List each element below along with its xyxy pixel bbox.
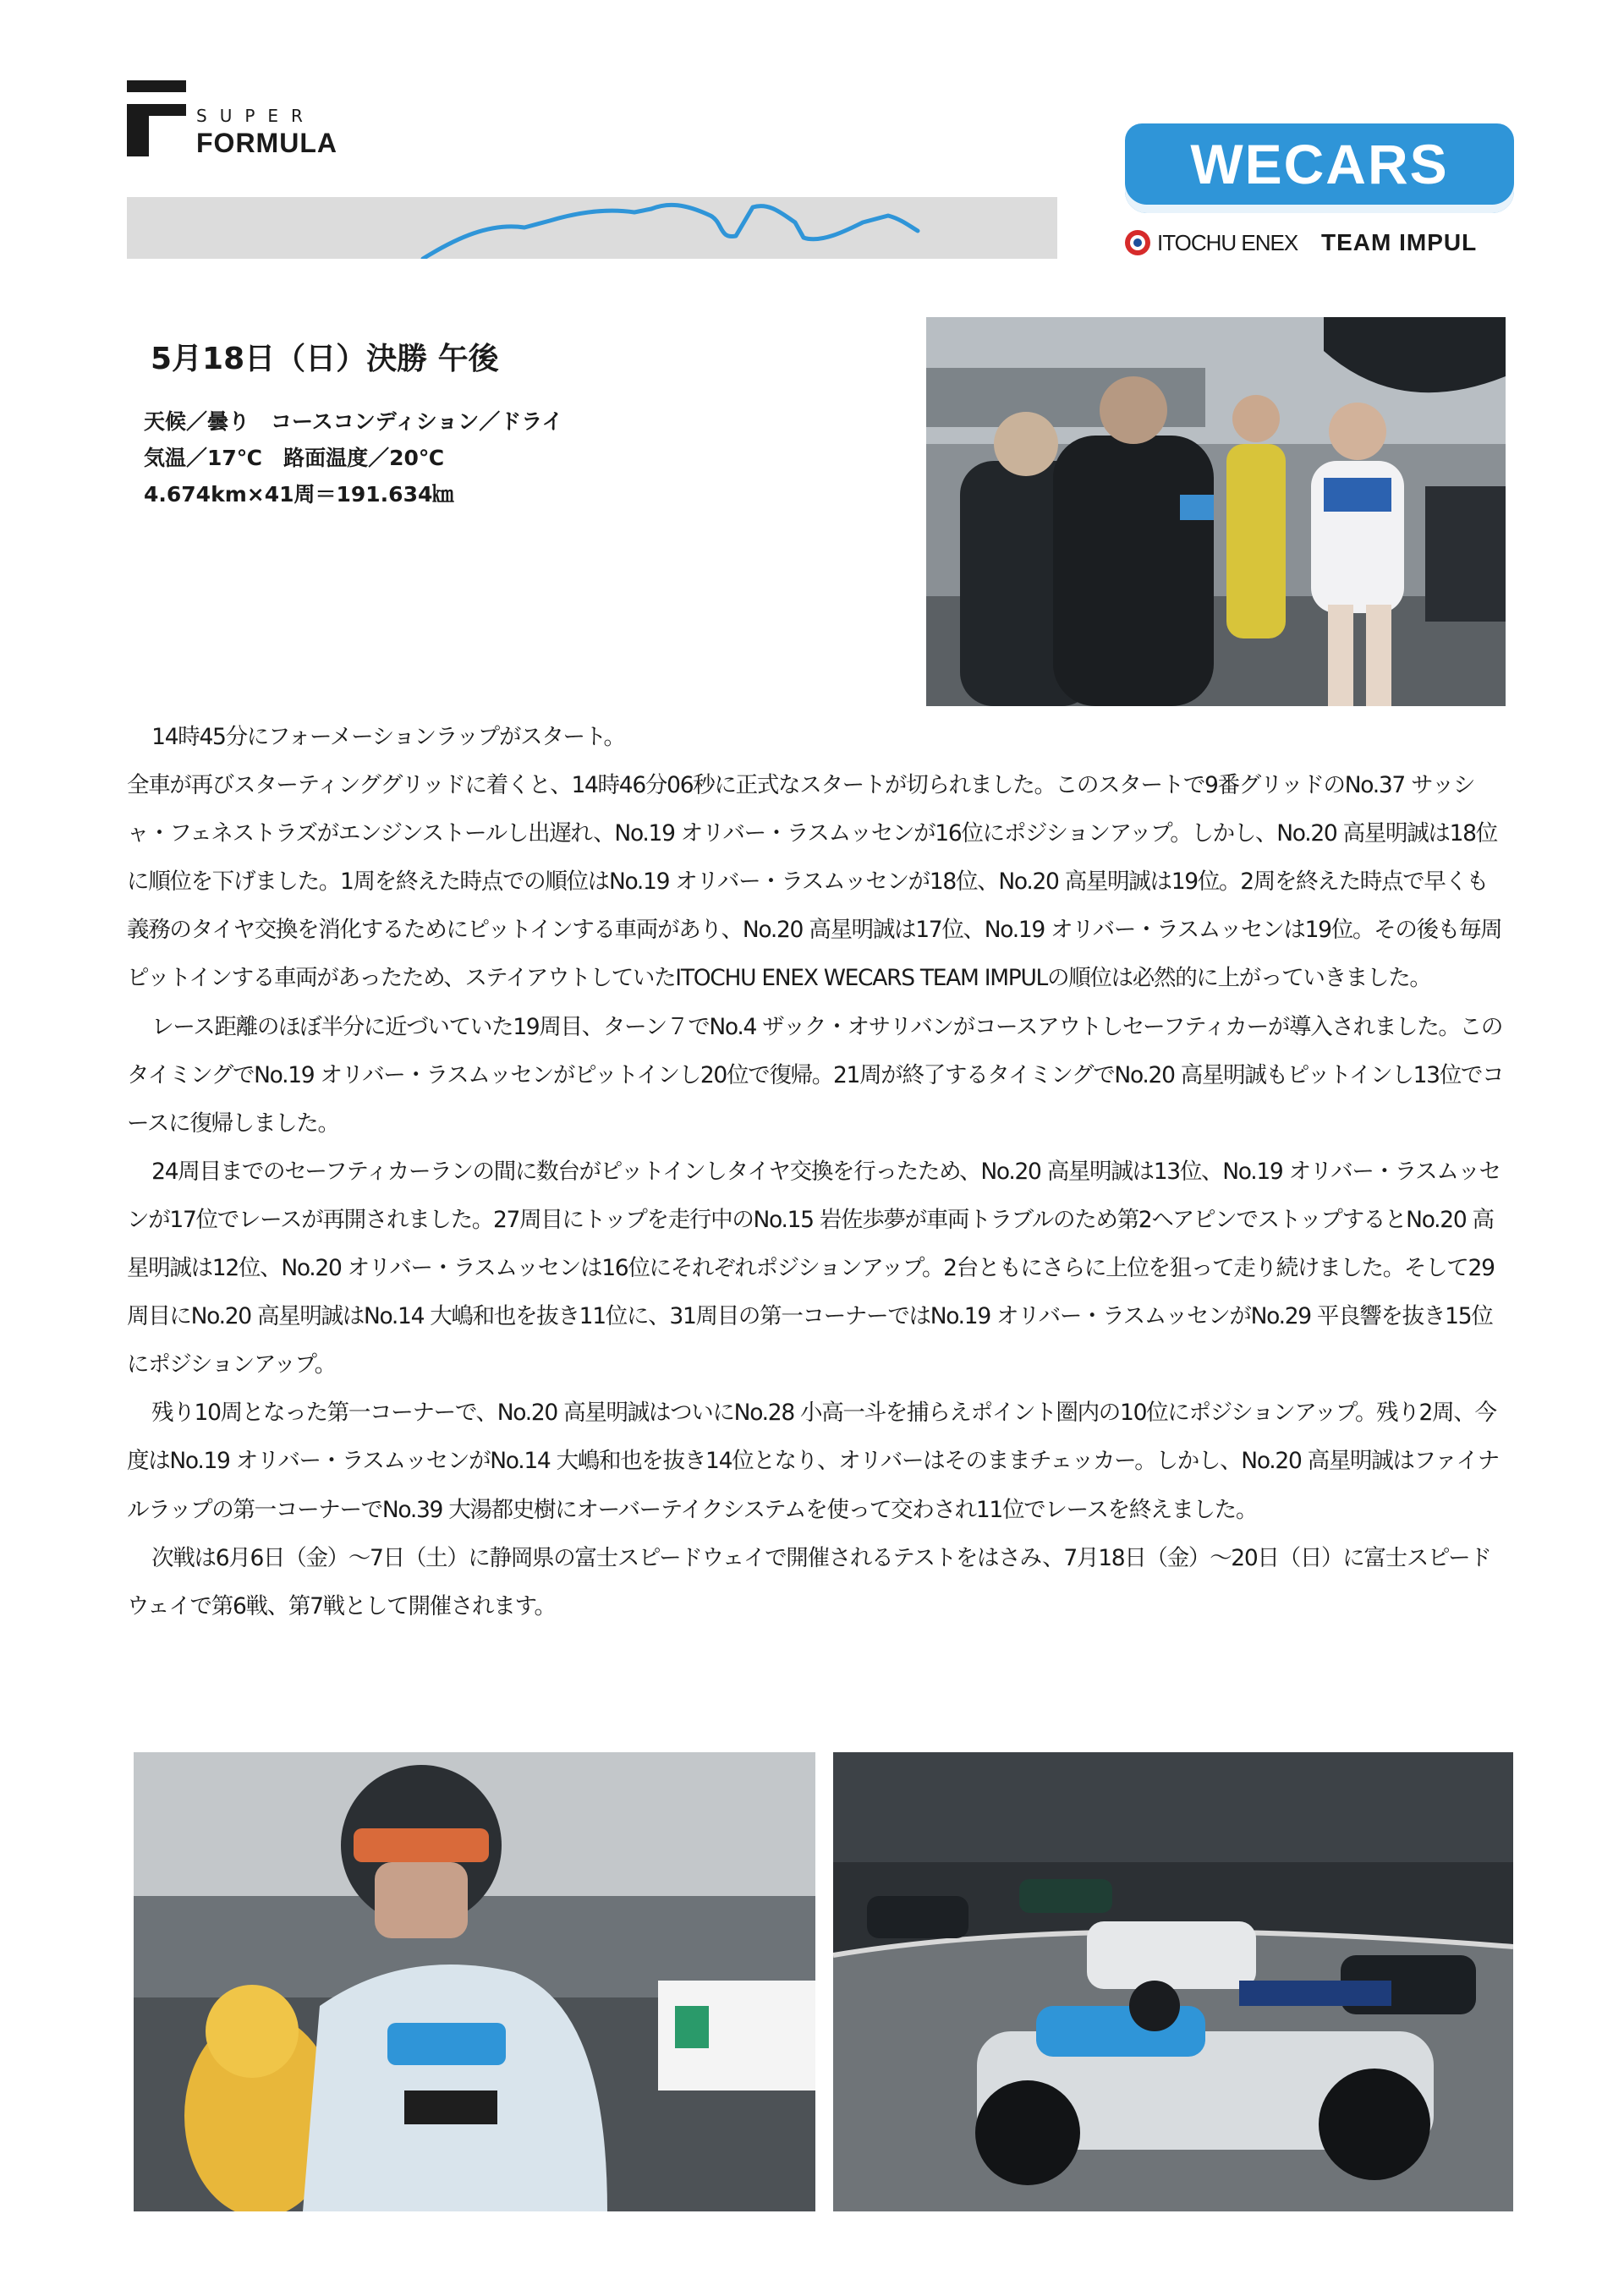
grid-scene-photo <box>926 317 1506 706</box>
race-condition-distance: 4.674km×41周＝191.634㎞ <box>144 482 454 507</box>
report-paragraph: 次戦は6月6日（金）〜7日（土）に静岡県の富士スピードウェイで開催されるテストをはさみ、7月18日（金）〜20日（日）に富士スピードウェイで第6戦、第7戦として開催されます。 <box>127 1544 1491 1619</box>
team-name: TEAM IMPUL <box>1321 229 1478 255</box>
race-report <box>127 713 1506 1630</box>
race-condition-weather: 天候／曇り コースコンディション／ドライ <box>144 409 563 434</box>
report-paragraph: 残り10周となった第一コーナーで、No.20 高星明誠はついにNo.28 小高一斗を捕らえポイント圏内の10位にポジションアップ。残り2周、今度はNo.19 オリバー・ラスムッセンがNo.14 大嶋和也を抜き14位となり、オリバーはそのままチェッカー。しかし、No.20 高星明誠はファイナルラップの第一コーナーでNo.39 大湯都史樹にオーバーテイクシステムを使って交わされ11位でレースを終えました。 <box>127 1400 1499 1523</box>
report-paragraph: 24周目までのセーフティカーランの間に数台がピットインしタイヤ交換を行ったため、No.20 高星明誠は13位、No.19 オリバー・ラスムッセンが17位でレースが再開されました。27周目にトップを走行中のNo.15 岩佐歩夢が車両トラブルのため第2ヘアピンでストップするとNo.20 高星明誠は12位、No.20 オリバー・ラスムッセンは16位にそれぞれポジションアップ。2台ともにさらに上位を狙って走り続けました。そして29周目にNo.20 高星明誠はNo.14 大嶋和也を抜き11位に、31周目の第一コーナーではNo.19 オリバー・ラスムッセンがNo.29 平良響を抜き15位にポジションアップ。 <box>127 1158 1501 1378</box>
wecars-logo-text: WECARS <box>1190 133 1449 195</box>
header-banner <box>127 197 1057 259</box>
team-name-line <box>1125 227 1514 260</box>
race-condition-temperature: 気温／17℃ 路面温度／20℃ <box>144 446 445 470</box>
super-formula-logo <box>127 80 381 165</box>
race-cars-image <box>833 1752 1513 2211</box>
course-outline-graphic <box>127 197 1057 259</box>
driver-image <box>134 1752 815 2211</box>
race-title: 5月18日（日）決勝 午後 <box>151 342 499 376</box>
report-paragraph: レース距離のほぼ半分に近づいていた19周目、ターン７でNo.4 ザック・オサリバンがコースアウトしセーフティカーが導入されました。このタイミングでNo.19 オリバー・ラスムッセンがピットインし20位で復帰。21周が終了するタイミングでNo.20 高星明誠もピットインし13位でコースに復帰しました。 <box>127 1013 1504 1137</box>
logo-formula-text: FORMULA <box>196 128 337 158</box>
itochu-enex-icon <box>1125 230 1150 255</box>
wecars-logo <box>1125 123 1514 213</box>
sponsor-name: ITOCHU ENEX <box>1157 230 1298 255</box>
report-paragraph: 14時45分にフォーメーションラップがスタート。 <box>151 724 625 750</box>
report-paragraph: 全車が再びスターティンググリッドに着くと、14時46分06秒に正式なスタートが切られました。このスタートで9番グリッドのNo.37 サッシャ・フェネストラズがエンジンストールし出遅れ、No.19 オリバー・ラスムッセンが16位にポジションアップ。しかし、No.20 高星明誠は18位に順位を下げました。1周を終えた時点での順位はNo.19 オリバー・ラスムッセンが18位、No.20 高星明誠は19位。2周を終えた時点で早くも義務のタイヤ交換を消化するためにピットインする車両があり、No.20 高星明誠は17位、No.19 オリバー・ラスムッセンは19位。その後も毎周ピットインする車両があったため、ステイアウトしていたITOCHU ENEX WECARS TEAM IMPULの順位は必然的に上がっていきました。 <box>127 772 1502 992</box>
logo-mark-bar-stem <box>127 104 149 156</box>
logo-super-text: SUPER <box>196 106 315 126</box>
race-conditions <box>144 403 563 512</box>
driver-photo <box>134 1752 815 2211</box>
grid-scene-image <box>926 317 1506 706</box>
logo-mark-bar-top <box>127 80 186 92</box>
race-cars-photo <box>833 1752 1513 2211</box>
